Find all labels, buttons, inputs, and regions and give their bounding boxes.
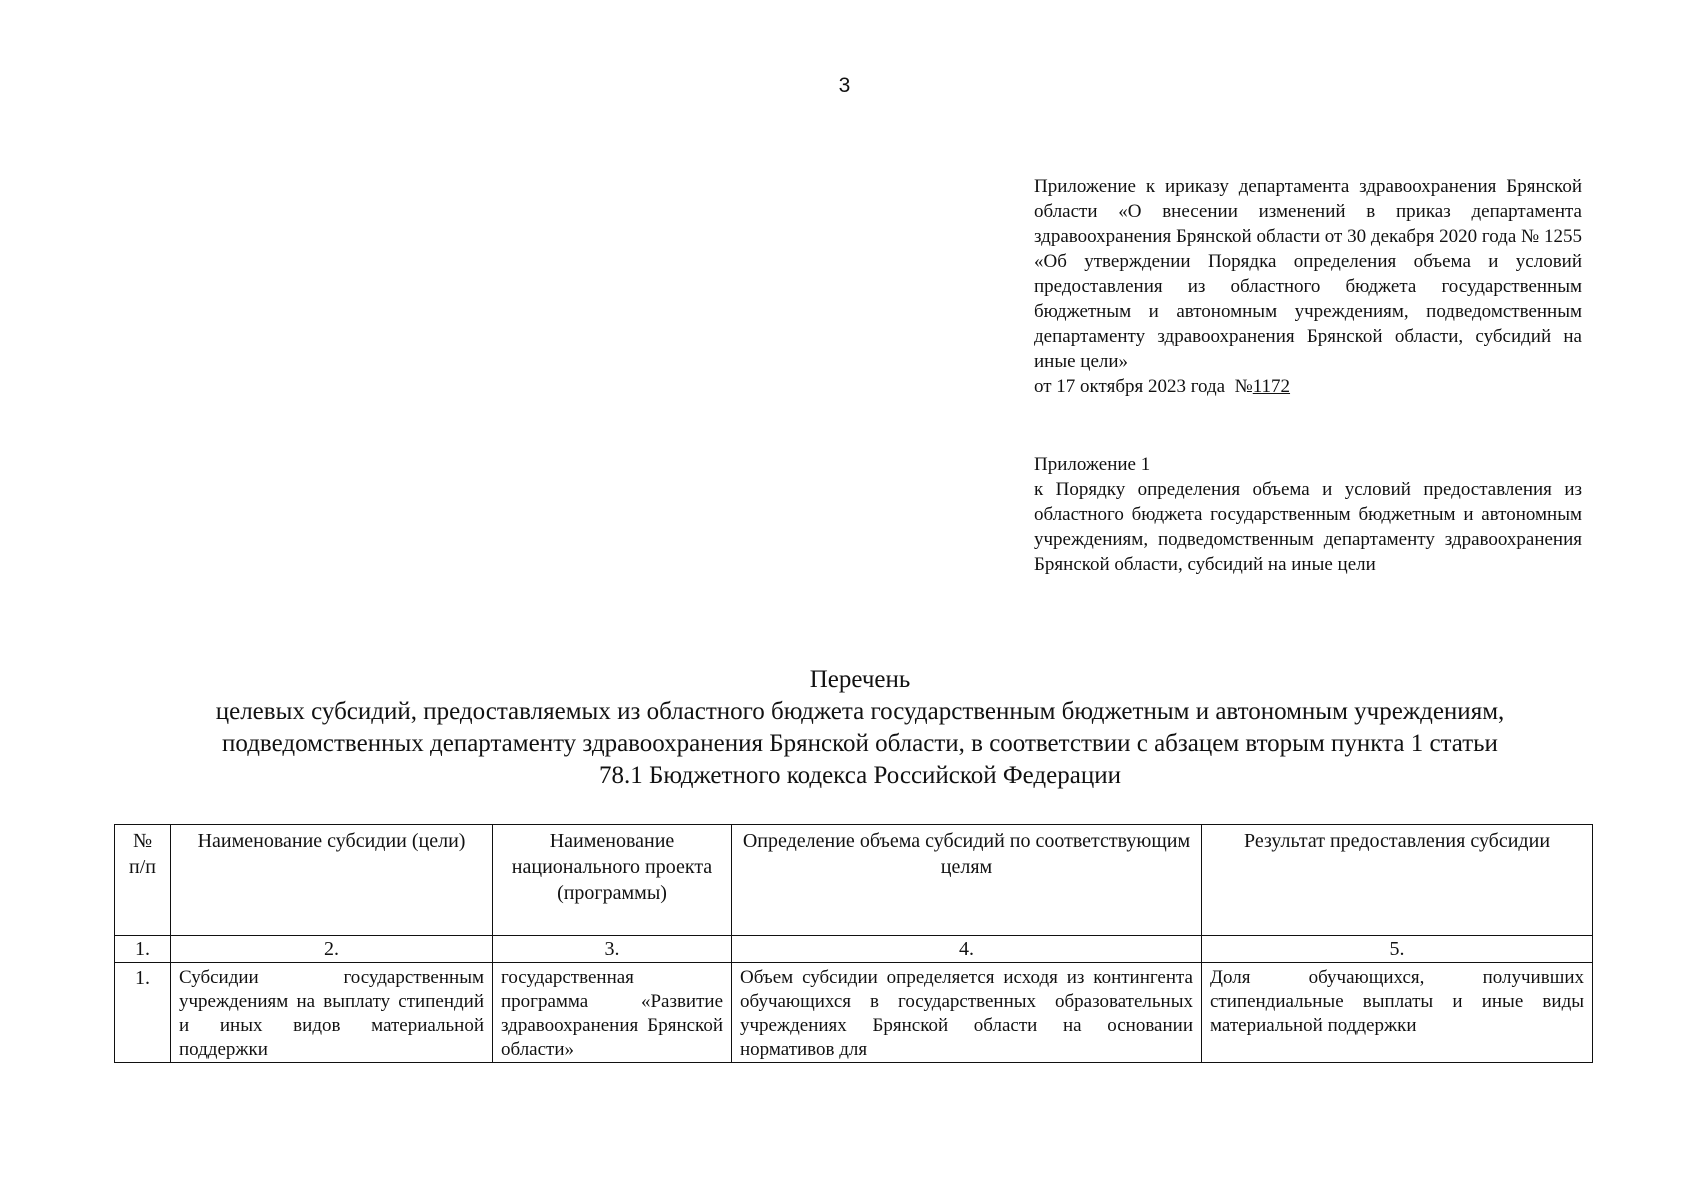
document-title — [100, 664, 1620, 792]
appendix-one-block — [1034, 452, 1582, 577]
column-number-row — [115, 936, 1593, 963]
page-number: 3 — [838, 74, 851, 97]
column-number: 5. — [1202, 936, 1593, 963]
order-number-sign: № — [1234, 376, 1253, 397]
row-result-text: Доля обучающихся, получивших стипендиальные выплаты и иные виды материальной поддержки — [1210, 967, 1584, 1036]
header-number: № п/п — [115, 825, 171, 936]
header-project-name: Наименование национального проекта (программы) — [493, 825, 732, 936]
header-volume-definition: Определение объема субсидий по соответствующим целям — [732, 825, 1202, 936]
table-row — [115, 963, 1593, 1063]
header-result: Результат предоставления субсидии — [1202, 825, 1593, 936]
order-date: от 17 октября 2023 года — [1034, 376, 1226, 397]
column-number: 1. — [115, 936, 171, 963]
row-volume-definition-text: Объем субсидии определяется исходя из контингента обучающихся в государственных образовательных учреждениях Брянской области на основании нормативов для — [740, 967, 1193, 1060]
row-volume-definition — [732, 963, 1202, 1063]
appendix-order-text: Приложение к ириказу департамента здравоохранения Брянской области «О внесении изменений в приказ департамента здравоохранения Брянской области от 30 декабря 2020 года № 1255 «Об утверждении Порядка определения объема и условий предоставления из областного бюджета государственным бюджетным и автономным учреждениям, подведомственным департаменту здравоохранения Брянской области, субсидий на иные цели» — [1034, 176, 1582, 372]
row-number: 1. — [115, 963, 171, 1063]
document-title-line-1: Перечень — [809, 666, 911, 693]
table-header-row — [115, 825, 1593, 936]
document-title-line-4: 78.1 Бюджетного кодекса Российской Федерации — [599, 762, 1121, 789]
appendix-one-title: Приложение 1 — [1034, 454, 1151, 475]
column-number: 2. — [171, 936, 493, 963]
row-result — [1202, 963, 1593, 1063]
order-number: 1172 — [1252, 376, 1291, 397]
row-subsidy-name — [171, 963, 493, 1063]
column-number: 4. — [732, 936, 1202, 963]
header-subsidy-name: Наименование субсидии (цели) — [171, 825, 493, 936]
order-reference — [1034, 374, 1582, 399]
row-subsidy-name-text: Субсидии государственным учреждениям на выплату стипендий и иных видов материальной поддержки — [179, 967, 484, 1060]
subsidy-table — [114, 824, 1593, 1063]
document-title-line-3: подведомственных департаменту здравоохранения Брянской области, в соответствии с абзацем вторым пункта 1 статьи — [222, 730, 1498, 757]
appendix-order-block — [1034, 174, 1582, 399]
row-project-name-text: государственная программа «Развитие здравоохранения Брянской области» — [501, 967, 723, 1060]
document-title-line-2: целевых субсидий, предоставляемых из областного бюджета государственным бюджетным и автономным учреждениям, — [215, 698, 1505, 725]
row-project-name — [493, 963, 732, 1063]
column-number: 3. — [493, 936, 732, 963]
appendix-one-text: к Порядку определения объема и условий предоставления из областного бюджета государственным бюджетным и автономным учреждениям, подведомственным департаменту здравоохранения Брянской области, субсидий на иные цели — [1034, 479, 1582, 575]
